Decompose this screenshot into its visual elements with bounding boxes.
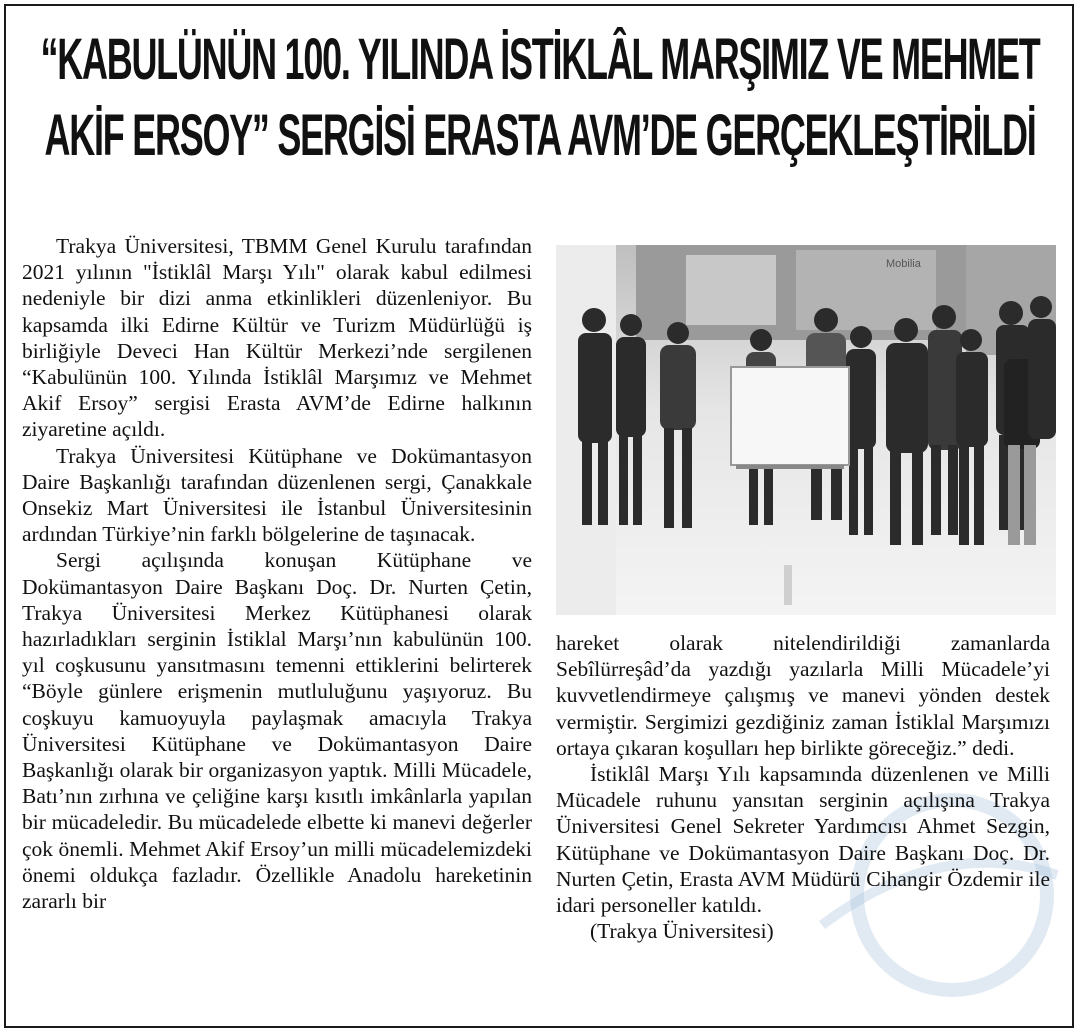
store-sign-text: Mobilia <box>886 258 921 270</box>
paragraph-1: Trakya Üniversitesi, TBMM Genel Kurulu tarafından 2021 yılının "İstiklâl Marşı Yılı" olarak kabul edilmesi nedeniyle bir dizi anma etkinlikleri düzenleniyor. Bu kapsamda ilki Edirne Kültür ve Turizm Müdürlüğü iş birliğiyle Deveci Han Kültür Merkezi’nde sergilenen “Kabulünün 100. Yılında İstiklâl Marşımız ve Mehmet Akif Ersoy” sergisi Erasta AVM’de Edirne halkının ziyaretine açıldı. <box>22 234 532 442</box>
paragraph-2: Trakya Üniversitesi Kütüphane ve Dokümantasyon Daire Başkanlığı tarafından düzenlenen sergi, Çanakkale Onsekiz Mart Üniversitesi ile İstanbul Üniversitesinin ardından Türkiye’nin farklı bölgelerine de taşınacak. <box>22 443 532 547</box>
paragraph-3: Sergi açılışında konuşan Kütüphane ve Dokümantasyon Daire Başkanı Doç. Dr. Nurten Çetin, Trakya Üniversitesi Merkez Kütüphanesi olarak hazırladıkları serginin İstiklal Marşı’nın kabulünün 100. yıl coşkusunu yansıtmasını temenni ettiklerini belirterek “Böyle günlere erişmenin mutluluğunu yaşıyoruz. Bu coşkuyu kamuoyuyla paylaşmak amacıyla Trakya Üniversitesi Kütüphane ve Dokümantasyon Daire Başkanlığı olarak bir organizasyon yaptık. Milli Mücadele, Batı’nın zırhına ve çeliğine karşı kısıtlı imkânlarla yapılan bir mücadeledir. Bu mücadelede elbette ki manevi değerler çok önemli. Mehmet Akif Ersoy’un milli mücadelemizdeki önemi oldukça fazladır. Özellikle Anadolu hareketinin zararlı bir <box>22 548 532 914</box>
headline: “KABULÜNÜN 100. YILINDA İSTİKLÂL MARŞIMIZ VE MEHMET AKİF ERSOY” SERGİSİ ERASTA AVM’DE GERÇEKLEŞTİRİLDİ <box>40 27 1040 168</box>
paragraph-4: İstiklâl Marşı Yılı kapsamında düzenlenen ve Milli Mücadele ruhunu yansıtan serginin açılışına Trakya Üniversitesi Genel Sekreter Yardımcısı Ahmet Sezgin, Kütüphane ve Dokümantasyon Daire Başkanı Doç. Dr. Nurten Çetin, Erasta AVM Müdürü Cihangir Özdemir ile idari personeller katıldı. <box>556 762 1050 918</box>
group-photo <box>556 245 1056 615</box>
paragraph-3-continued: hareket olarak nitelendirildiği zamanlarda Sebîlürreşâd’da yazdığı yazılarla Milli Mücadele’yi kuvvetlendirmeye çalışmış ve manevi yönden destek vermiştir. Sergimizi gezdiğiniz zaman İstiklal Marşımızı ortaya çıkaran koşulları hep birlikte göreceğiz.” dedi. <box>556 631 1050 760</box>
source-credit: (Trakya Üniversitesi) <box>590 919 774 944</box>
group-photo-illustration <box>556 245 1056 615</box>
left-column <box>22 233 532 914</box>
right-column <box>556 630 1050 944</box>
